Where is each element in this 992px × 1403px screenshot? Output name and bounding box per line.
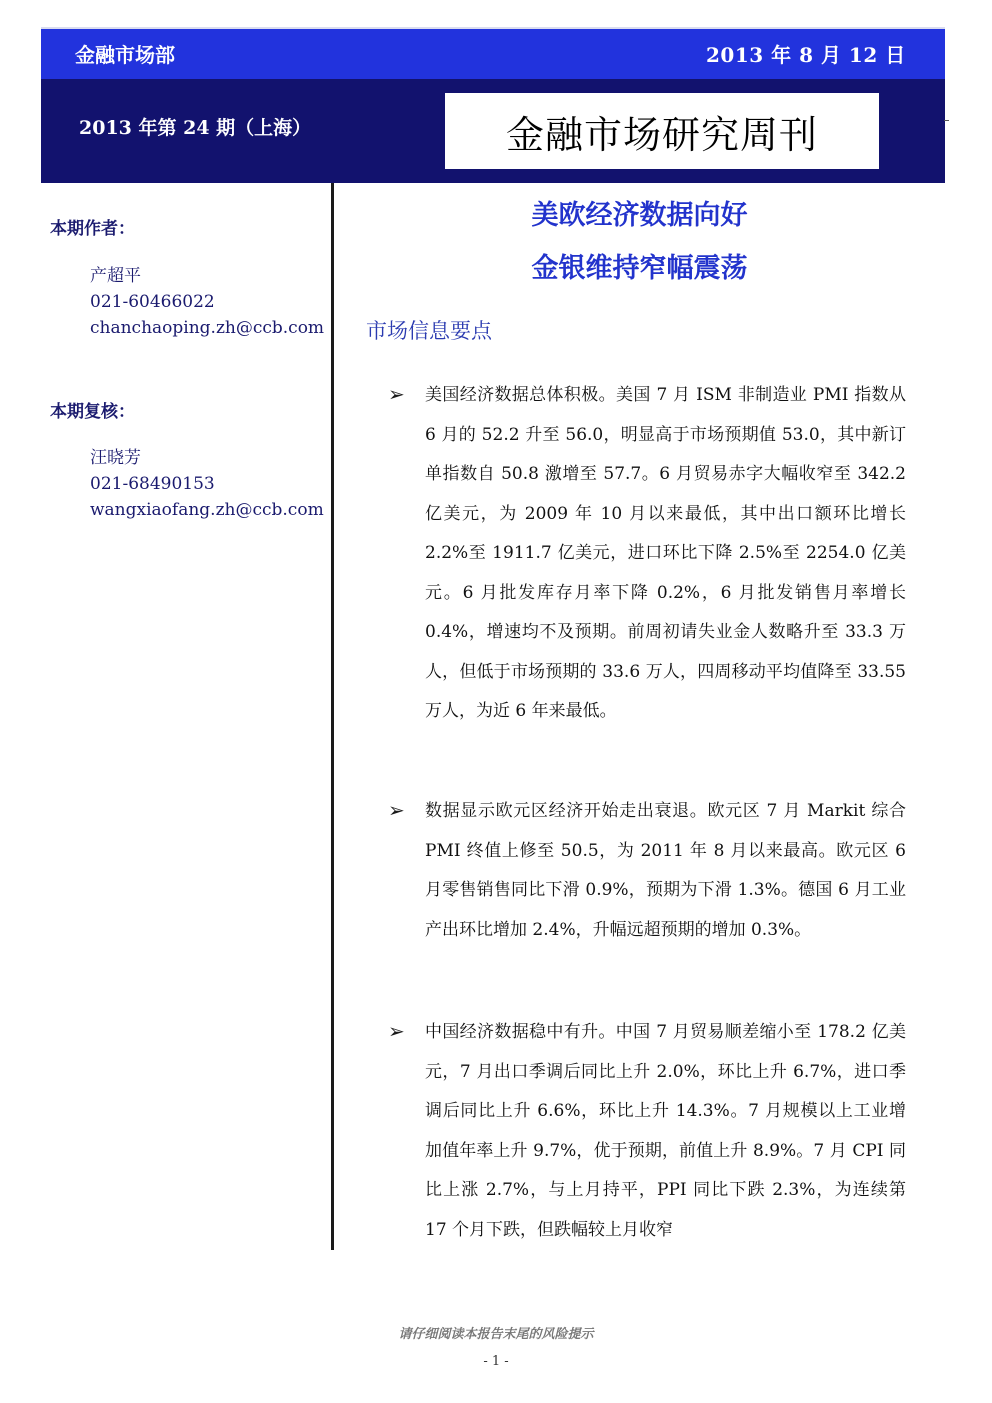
reviewer-name: 汪晓芳 — [90, 448, 141, 468]
reviewer-phone: 021-68490153 — [90, 474, 215, 494]
publication-title-box — [445, 93, 879, 169]
risk-note: 请仔细阅读本报告末尾的风险提示 — [398, 1327, 594, 1342]
header-band — [41, 79, 945, 183]
top-bar — [41, 27, 945, 79]
section-title: 市场信息要点 — [366, 319, 492, 343]
arrow-right-icon: ➢ — [388, 1019, 405, 1043]
header-tick-mark — [944, 120, 949, 121]
bullet-text: 数据显示欧元区经济开始走出衰退。欧元区 7 月 Markit 综合 PMI 终值上修至 50.5，为 2011 年 8 月以来最高。欧元区 6 月零售销售同比下滑 0.9%，预期为下滑 1.3%。德国 6 月工业产出环比增加 2.4%，升幅远超预期的增加 0.3%。 — [425, 801, 906, 940]
page-number: - 1 - — [483, 1354, 509, 1369]
report-date: 2013 年 8 月 12 日 — [706, 43, 906, 67]
bullet-text: 中国经济数据稳中有升。中国 7 月贸易顺差缩小至 178.2 亿美元，7 月出口季调后同比上升 2.0%，环比上升 6.7%，进口季调后同比上升 6.6%，环比上升 14.3%。7 月规模以上工业增加值年率上升 9.7%，优于预期，前值上升 8.9%。7 月 CPI 同比上涨 2.7%，与上月持平，PPI 同比下跌 2.3%，为连续第 17 个月下跌，但跌幅较上月收窄 — [425, 1022, 906, 1240]
reviewer-label: 本期复核： — [50, 402, 135, 422]
column-divider — [331, 183, 334, 1250]
author-name: 产超平 — [90, 266, 141, 286]
author-contact — [90, 263, 324, 341]
publication-title: 金融市场研究周刊 — [505, 112, 818, 157]
reviewer-contact — [90, 445, 324, 523]
arrow-right-icon: ➢ — [388, 798, 405, 822]
author-phone: 021-60466022 — [90, 292, 215, 312]
issue-number: 2013 年第 24 期（上海） — [79, 117, 312, 139]
bullet-text: 美国经济数据总体积极。美国 7 月 ISM 非制造业 PMI 指数从 6 月的 52.2 升至 56.0，明显高于市场预期值 53.0，其中新订单指数自 50.8 激增至 57.7。6 月贸易赤字大幅收窄至 342.2 亿美元，为 2009 年 10 月以来最低，其中出口额环比增长 2.2%至 1911.7 亿美元，进口环比下降 2.5%至 2254.0 亿美元。6 月批发库存月率下降 0.2%，6 月批发销售月率增长 0.4%，增速均不及预期。前周初请失业金人数略升至 33.3 万人，但低于市场预期的 33.6 万人，四周移动平均值降至 33.55 万人，为近 6 年来最低。 — [425, 385, 906, 721]
headline-primary: 美欧经济数据向好 — [531, 200, 748, 231]
department-name: 金融市场部 — [75, 43, 175, 67]
headline-secondary: 金银维持窄幅震荡 — [531, 253, 748, 284]
reviewer-email[interactable]: wangxiaofang.zh@ccb.com — [90, 500, 324, 520]
arrow-right-icon: ➢ — [388, 382, 405, 406]
author-label: 本期作者： — [50, 219, 135, 239]
author-email[interactable]: chanchaoping.zh@ccb.com — [90, 318, 325, 338]
